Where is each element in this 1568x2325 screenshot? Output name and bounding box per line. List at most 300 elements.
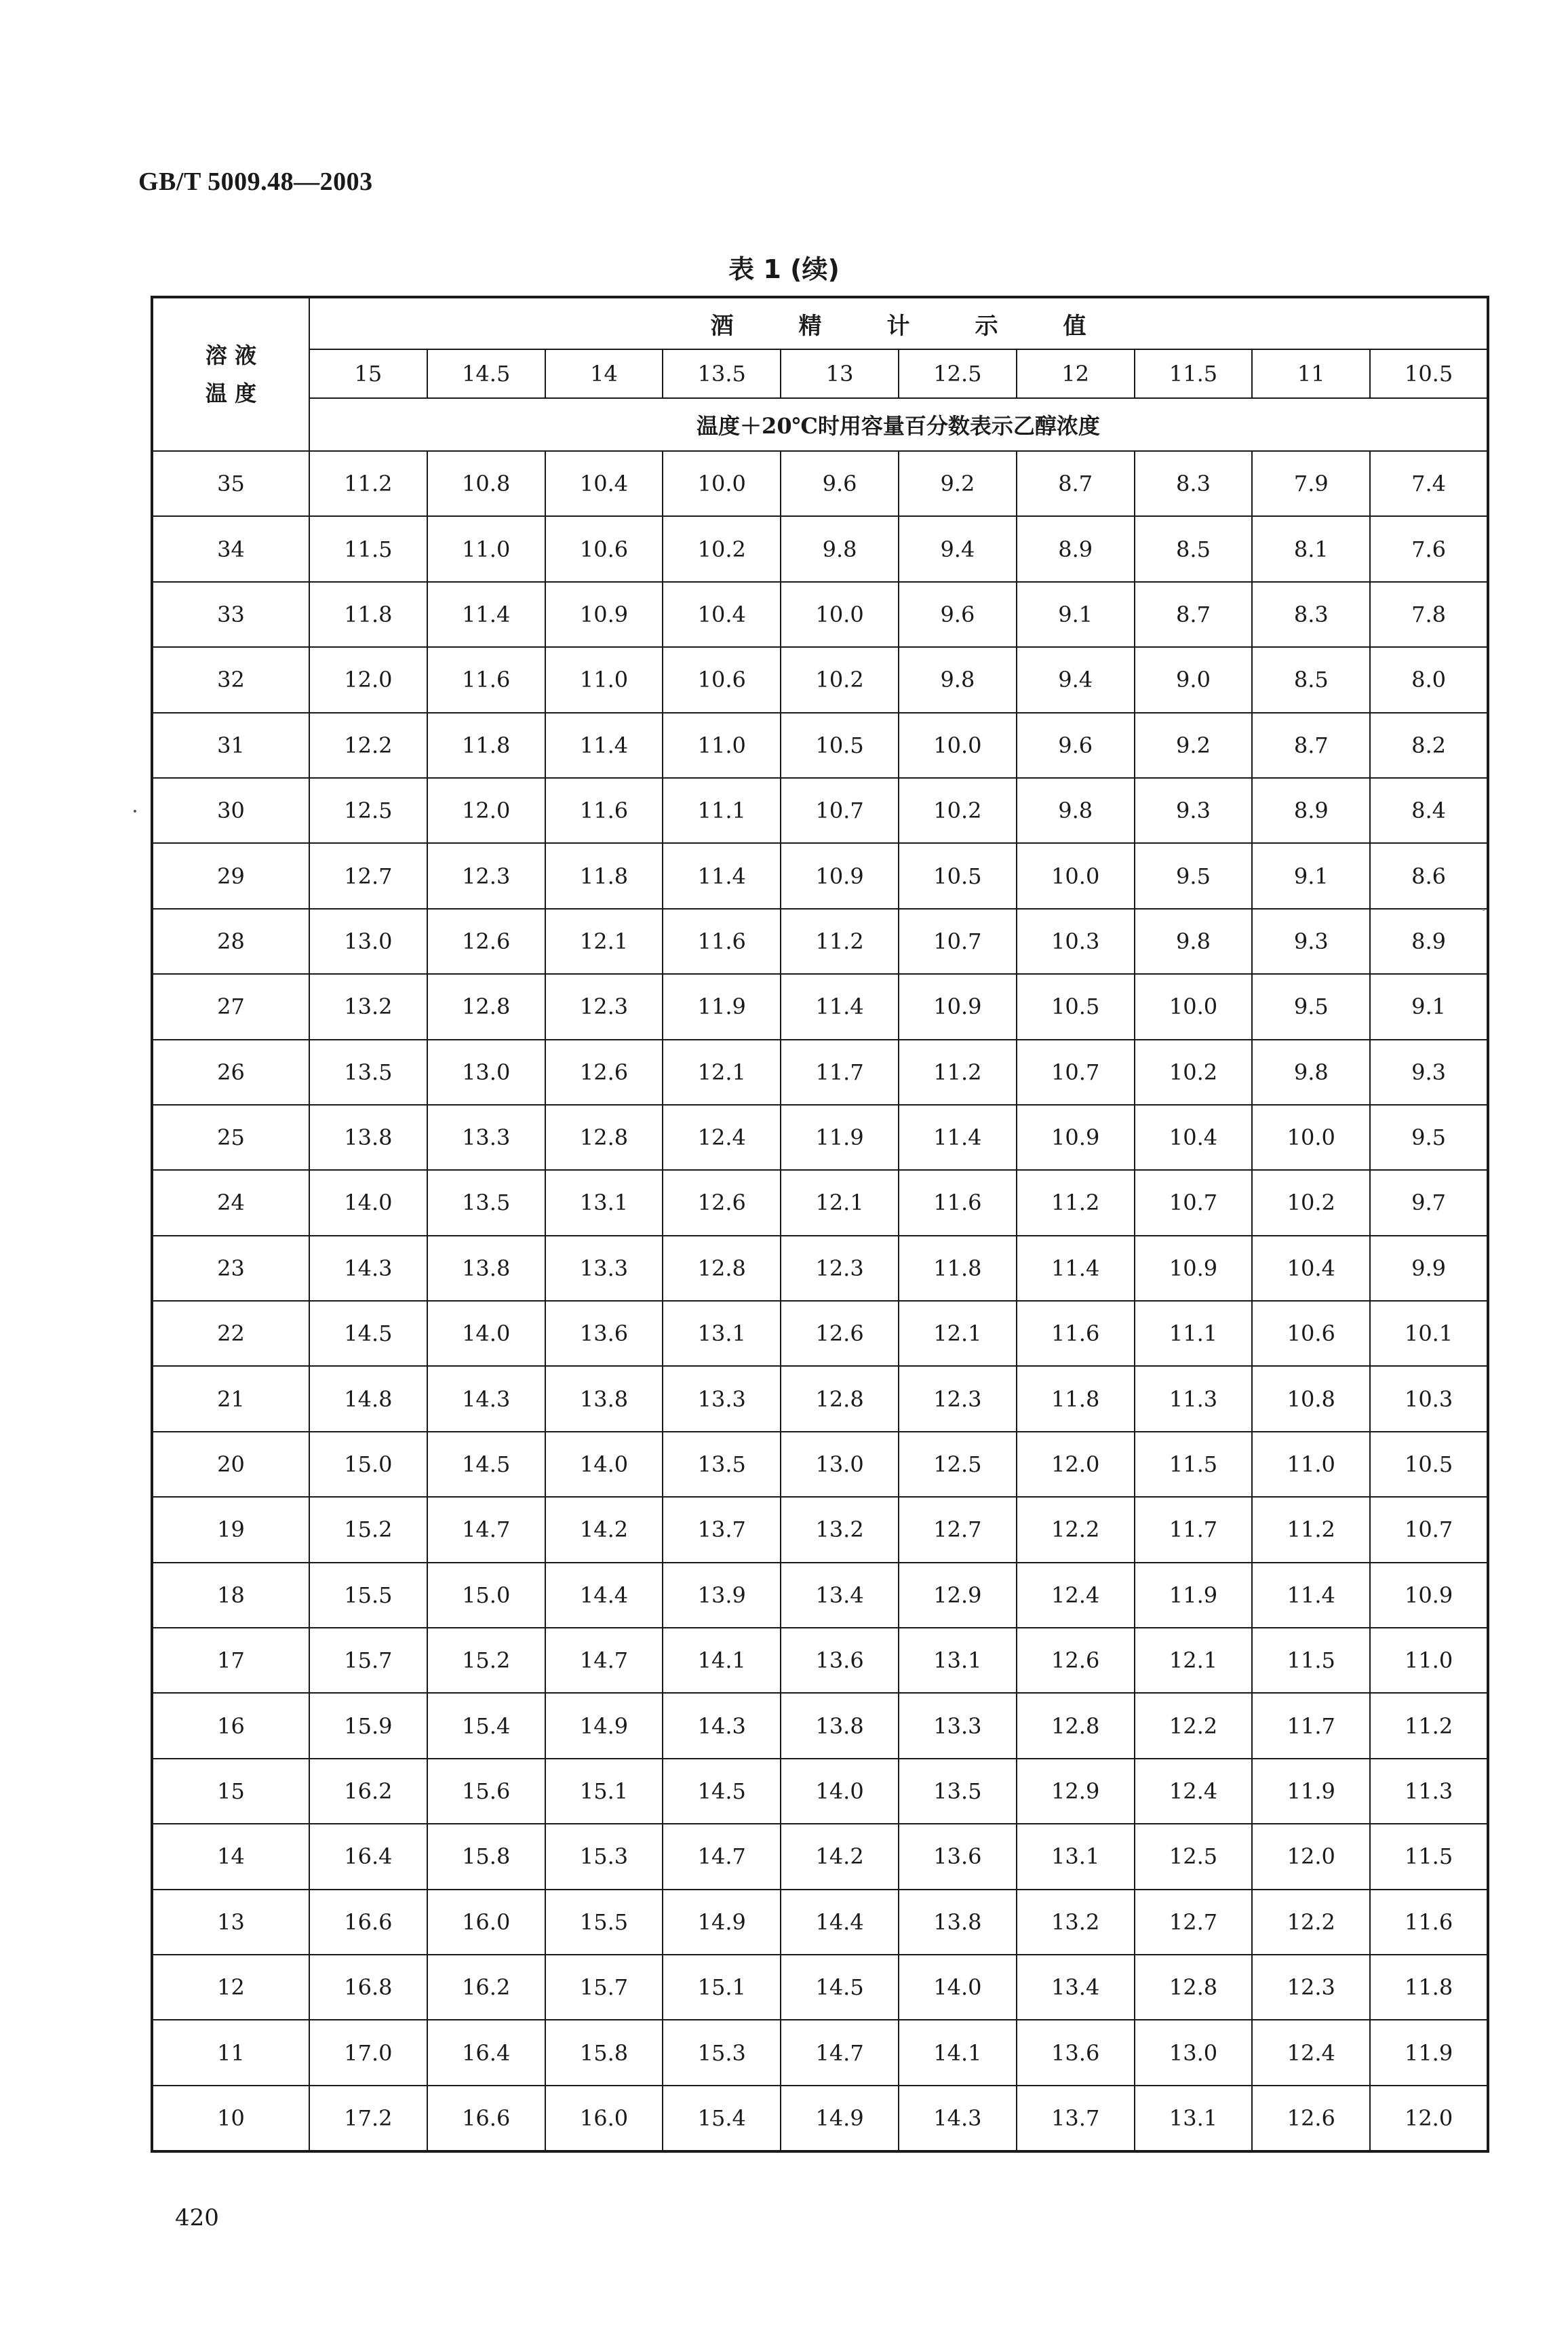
concentration-cell: 12.0 xyxy=(1017,1432,1135,1497)
table-row xyxy=(152,1040,1488,1105)
corner-label-line2: 温 度 xyxy=(205,380,257,406)
table-row xyxy=(152,1105,1488,1170)
concentration-cell: 13.6 xyxy=(1017,2020,1135,2085)
concentration-cell: 16.0 xyxy=(545,2086,663,2151)
concentration-cell: 10.0 xyxy=(899,713,1017,778)
concentration-cell: 11.9 xyxy=(1252,1759,1370,1824)
concentration-cell: 14.8 xyxy=(309,1366,427,1431)
table-row xyxy=(152,1432,1488,1497)
concentration-cell: 11.6 xyxy=(663,909,781,974)
concentration-cell: 15.0 xyxy=(427,1563,545,1628)
concentration-cell: 13.1 xyxy=(1135,2086,1253,2151)
concentration-cell: 10.8 xyxy=(427,451,545,516)
table-row xyxy=(152,1497,1488,1562)
concentration-cell: 10.0 xyxy=(1017,843,1135,908)
concentration-cell: 13.3 xyxy=(427,1105,545,1170)
concentration-cell: 16.2 xyxy=(309,1759,427,1824)
concentration-cell: 8.3 xyxy=(1135,451,1253,516)
concentration-cell: 14.0 xyxy=(427,1301,545,1366)
concentration-cell: 14.5 xyxy=(309,1301,427,1366)
concentration-label: 温度＋20℃时用容量百分数表示乙醇浓度 xyxy=(309,398,1488,451)
concentration-cell: 10.6 xyxy=(545,516,663,581)
table-row xyxy=(152,2086,1488,2151)
concentration-cell: 11.5 xyxy=(1252,1628,1370,1693)
concentration-cell: 14.7 xyxy=(545,1628,663,1693)
concentration-cell: 11.3 xyxy=(1135,1366,1253,1431)
concentration-cell: 8.9 xyxy=(1370,909,1488,974)
concentration-cell: 9.8 xyxy=(1252,1040,1370,1105)
concentration-cell: 13.3 xyxy=(899,1693,1017,1758)
concentration-cell: 10.7 xyxy=(899,909,1017,974)
concentration-cell: 10.9 xyxy=(899,974,1017,1039)
concentration-cell: 14.4 xyxy=(545,1563,663,1628)
concentration-cell: 13.8 xyxy=(545,1366,663,1431)
concentration-cell: 16.2 xyxy=(427,1955,545,2020)
concentration-cell: 10.6 xyxy=(663,647,781,712)
table-row xyxy=(152,1170,1488,1235)
concentration-cell: 11.0 xyxy=(663,713,781,778)
concentration-cell: 8.6 xyxy=(1370,843,1488,908)
concentration-cell: 15.0 xyxy=(309,1432,427,1497)
concentration-cell: 13.6 xyxy=(781,1628,899,1693)
meter-title-char: 示 xyxy=(975,312,998,340)
concentration-cell: 15.4 xyxy=(427,1693,545,1758)
concentration-cell: 13.2 xyxy=(781,1497,899,1562)
concentration-cell: 13.5 xyxy=(663,1432,781,1497)
concentration-cell: 8.3 xyxy=(1252,582,1370,647)
concentration-cell: 12.8 xyxy=(1017,1693,1135,1758)
concentration-cell: 15.5 xyxy=(545,1890,663,1955)
concentration-cell: 13.5 xyxy=(899,1759,1017,1824)
concentration-cell: 8.7 xyxy=(1252,713,1370,778)
concentration-cell: 15.3 xyxy=(545,1824,663,1889)
concentration-cell: 7.9 xyxy=(1252,451,1370,516)
meter-value-header: 14.5 xyxy=(427,349,545,398)
table-row xyxy=(152,2020,1488,2085)
concentration-cell: 11.1 xyxy=(1135,1301,1253,1366)
table-row xyxy=(152,909,1488,974)
concentration-cell: 9.1 xyxy=(1370,974,1488,1039)
concentration-cell: 9.4 xyxy=(899,516,1017,581)
concentration-cell: 14.9 xyxy=(663,1890,781,1955)
concentration-cell: 12.1 xyxy=(899,1301,1017,1366)
concentration-cell: 10.3 xyxy=(1017,909,1135,974)
concentration-cell: 14.7 xyxy=(663,1824,781,1889)
temperature-cell: 12 xyxy=(152,1955,309,2020)
concentration-cell: 11.8 xyxy=(427,713,545,778)
concentration-cell: 12.2 xyxy=(309,713,427,778)
concentration-cell: 9.9 xyxy=(1370,1236,1488,1301)
concentration-cell: 10.2 xyxy=(1252,1170,1370,1235)
temperature-cell: 33 xyxy=(152,582,309,647)
concentration-cell: 7.4 xyxy=(1370,451,1488,516)
concentration-cell: 11.2 xyxy=(1017,1170,1135,1235)
concentration-cell: 14.7 xyxy=(781,2020,899,2085)
concentration-cell: 14.5 xyxy=(663,1759,781,1824)
concentration-cell: 8.2 xyxy=(1370,713,1488,778)
table-row xyxy=(152,1759,1488,1824)
concentration-cell: 14.9 xyxy=(545,1693,663,1758)
temperature-cell: 21 xyxy=(152,1366,309,1431)
concentration-cell: 11.6 xyxy=(899,1170,1017,1235)
concentration-cell: 15.2 xyxy=(427,1628,545,1693)
concentration-cell: 11.5 xyxy=(309,516,427,581)
concentration-cell: 12.0 xyxy=(1370,2086,1488,2151)
temperature-cell: 20 xyxy=(152,1432,309,1497)
concentration-cell: 12.9 xyxy=(1017,1759,1135,1824)
concentration-cell: 11.6 xyxy=(427,647,545,712)
temperature-cell: 10 xyxy=(152,2086,309,2151)
concentration-cell: 13.1 xyxy=(899,1628,1017,1693)
concentration-cell: 11.6 xyxy=(1017,1301,1135,1366)
concentration-cell: 11.1 xyxy=(663,778,781,843)
temperature-cell: 34 xyxy=(152,516,309,581)
concentration-cell: 10.2 xyxy=(781,647,899,712)
standard-code: GB/T 5009.48—2003 xyxy=(138,168,373,196)
concentration-cell: 17.2 xyxy=(309,2086,427,2151)
concentration-cell: 13.2 xyxy=(309,974,427,1039)
concentration-cell: 11.4 xyxy=(781,974,899,1039)
concentration-cell: 12.6 xyxy=(781,1301,899,1366)
concentration-cell: 11.9 xyxy=(1135,1563,1253,1628)
temperature-cell: 32 xyxy=(152,647,309,712)
corner-label-line1: 溶 液 xyxy=(205,343,257,368)
concentration-cell: 11.4 xyxy=(663,843,781,908)
concentration-cell: 9.0 xyxy=(1135,647,1253,712)
concentration-cell: 13.1 xyxy=(1017,1824,1135,1889)
concentration-cell: 11.8 xyxy=(1370,1955,1488,2020)
meter-value-header: 12.5 xyxy=(899,349,1017,398)
concentration-cell: 9.5 xyxy=(1370,1105,1488,1170)
concentration-cell: 9.8 xyxy=(899,647,1017,712)
concentration-cell: 14.3 xyxy=(663,1693,781,1758)
concentration-cell: 10.1 xyxy=(1370,1301,1488,1366)
temperature-cell: 29 xyxy=(152,843,309,908)
concentration-cell: 9.8 xyxy=(1017,778,1135,843)
table-row xyxy=(152,516,1488,581)
meter-value-header: 12 xyxy=(1017,349,1135,398)
concentration-cell: 9.8 xyxy=(1135,909,1253,974)
concentration-cell: 13.5 xyxy=(427,1170,545,1235)
temperature-cell: 35 xyxy=(152,451,309,516)
meter-value-header: 13.5 xyxy=(663,349,781,398)
concentration-cell: 14.3 xyxy=(427,1366,545,1431)
concentration-cell: 12.4 xyxy=(1135,1759,1253,1824)
concentration-cell: 16.4 xyxy=(309,1824,427,1889)
concentration-cell: 10.4 xyxy=(1135,1105,1253,1170)
table-row xyxy=(152,1628,1488,1693)
temperature-cell: 30 xyxy=(152,778,309,843)
concentration-cell: 9.5 xyxy=(1135,843,1253,908)
concentration-cell: 13.8 xyxy=(899,1890,1017,1955)
table-row xyxy=(152,582,1488,647)
concentration-cell: 11.4 xyxy=(1252,1563,1370,1628)
concentration-cell: 13.7 xyxy=(663,1497,781,1562)
concentration-cell: 11.8 xyxy=(1017,1366,1135,1431)
concentration-cell: 11.2 xyxy=(1252,1497,1370,1562)
concentration-cell: 10.7 xyxy=(781,778,899,843)
concentration-cell: 12.1 xyxy=(1135,1628,1253,1693)
concentration-cell: 15.1 xyxy=(663,1955,781,2020)
concentration-cell: 11.2 xyxy=(899,1040,1017,1105)
concentration-cell: 14.9 xyxy=(781,2086,899,2151)
temperature-cell: 18 xyxy=(152,1563,309,1628)
table-row xyxy=(152,1301,1488,1366)
concentration-cell: 14.2 xyxy=(545,1497,663,1562)
concentration-cell: 12.5 xyxy=(309,778,427,843)
concentration-cell: 13.8 xyxy=(427,1236,545,1301)
temperature-cell: 17 xyxy=(152,1628,309,1693)
concentration-cell: 11.8 xyxy=(899,1236,1017,1301)
concentration-cell: 9.2 xyxy=(1135,713,1253,778)
meter-title-char: 计 xyxy=(886,312,910,340)
concentration-cell: 12.5 xyxy=(1135,1824,1253,1889)
concentration-cell: 10.0 xyxy=(663,451,781,516)
meter-value-header: 14 xyxy=(545,349,663,398)
concentration-cell: 14.3 xyxy=(899,2086,1017,2151)
concentration-cell: 12.8 xyxy=(781,1366,899,1431)
concentration-cell: 12.8 xyxy=(427,974,545,1039)
concentration-cell: 11.2 xyxy=(309,451,427,516)
table-row xyxy=(152,974,1488,1039)
concentration-cell: 17.0 xyxy=(309,2020,427,2085)
concentration-cell: 9.2 xyxy=(899,451,1017,516)
concentration-cell: 10.5 xyxy=(781,713,899,778)
concentration-cell: 11.2 xyxy=(781,909,899,974)
concentration-cell: 15.6 xyxy=(427,1759,545,1824)
header-row-meter xyxy=(152,297,1488,349)
temperature-cell: 25 xyxy=(152,1105,309,1170)
concentration-cell: 15.7 xyxy=(309,1628,427,1693)
concentration-cell: 15.4 xyxy=(663,2086,781,2151)
concentration-cell: 13.1 xyxy=(663,1301,781,1366)
meter-title-char: 酒 xyxy=(710,312,734,340)
concentration-cell: 16.8 xyxy=(309,1955,427,2020)
table-body xyxy=(152,297,1488,2151)
concentration-cell: 8.7 xyxy=(1017,451,1135,516)
concentration-cell: 15.1 xyxy=(545,1759,663,1824)
concentration-cell: 11.0 xyxy=(1252,1432,1370,1497)
concentration-cell: 13.8 xyxy=(781,1693,899,1758)
concentration-cell: 13.1 xyxy=(545,1170,663,1235)
concentration-cell: 12.7 xyxy=(1135,1890,1253,1955)
concentration-cell: 12.3 xyxy=(545,974,663,1039)
concentration-cell: 10.5 xyxy=(1017,974,1135,1039)
temperature-cell: 23 xyxy=(152,1236,309,1301)
concentration-cell: 9.6 xyxy=(1017,713,1135,778)
concentration-cell: 12.9 xyxy=(899,1563,1017,1628)
concentration-cell: 16.0 xyxy=(427,1890,545,1955)
concentration-cell: 14.2 xyxy=(781,1824,899,1889)
meter-title-char: 值 xyxy=(1063,312,1086,340)
concentration-cell: 14.0 xyxy=(781,1759,899,1824)
concentration-cell: 12.6 xyxy=(1252,2086,1370,2151)
temperature-cell: 31 xyxy=(152,713,309,778)
meter-value-header: 10.5 xyxy=(1370,349,1488,398)
concentration-cell: 11.8 xyxy=(545,843,663,908)
concentration-cell: 8.0 xyxy=(1370,647,1488,712)
concentration-cell: 12.8 xyxy=(1135,1955,1253,2020)
table-row xyxy=(152,1824,1488,1889)
concentration-cell: 10.4 xyxy=(1252,1236,1370,1301)
corner-header xyxy=(152,297,309,451)
concentration-cell: 12.0 xyxy=(309,647,427,712)
concentration-cell: 12.7 xyxy=(899,1497,1017,1562)
temperature-cell: 26 xyxy=(152,1040,309,1105)
concentration-cell: 13.6 xyxy=(899,1824,1017,1889)
concentration-cell: 12.6 xyxy=(545,1040,663,1105)
concentration-cell: 14.7 xyxy=(427,1497,545,1562)
concentration-cell: 12.4 xyxy=(663,1105,781,1170)
temperature-cell: 24 xyxy=(152,1170,309,1235)
concentration-cell: 8.7 xyxy=(1135,582,1253,647)
concentration-cell: 11.5 xyxy=(1370,1824,1488,1889)
table-row xyxy=(152,778,1488,843)
concentration-cell: 10.5 xyxy=(899,843,1017,908)
concentration-cell: 12.0 xyxy=(1252,1824,1370,1889)
concentration-cell: 11.6 xyxy=(545,778,663,843)
concentration-cell: 10.5 xyxy=(1370,1432,1488,1497)
concentration-cell: 12.0 xyxy=(427,778,545,843)
concentration-cell: 9.6 xyxy=(781,451,899,516)
page-number: 420 xyxy=(175,2204,219,2231)
meter-value-header: 11.5 xyxy=(1135,349,1253,398)
concentration-cell: 13.0 xyxy=(781,1432,899,1497)
concentration-cell: 11.4 xyxy=(545,713,663,778)
scan-speck xyxy=(1483,909,1485,911)
concentration-cell: 13.0 xyxy=(1135,2020,1253,2085)
header-row-concentration xyxy=(152,398,1488,451)
concentration-cell: 8.9 xyxy=(1017,516,1135,581)
temperature-cell: 27 xyxy=(152,974,309,1039)
concentration-cell: 13.4 xyxy=(781,1563,899,1628)
concentration-cell: 12.6 xyxy=(663,1170,781,1235)
table-row xyxy=(152,1563,1488,1628)
temperature-cell: 28 xyxy=(152,909,309,974)
concentration-cell: 11.7 xyxy=(781,1040,899,1105)
concentration-cell: 15.5 xyxy=(309,1563,427,1628)
concentration-cell: 10.0 xyxy=(1252,1105,1370,1170)
concentration-cell: 12.2 xyxy=(1252,1890,1370,1955)
meter-value-header: 11 xyxy=(1252,349,1370,398)
concentration-cell: 12.1 xyxy=(781,1170,899,1235)
concentration-cell: 8.9 xyxy=(1252,778,1370,843)
concentration-cell: 12.3 xyxy=(899,1366,1017,1431)
concentration-cell: 11.4 xyxy=(899,1105,1017,1170)
concentration-cell: 11.5 xyxy=(1135,1432,1253,1497)
concentration-cell: 10.7 xyxy=(1370,1497,1488,1562)
concentration-cell: 11.0 xyxy=(545,647,663,712)
temperature-cell: 22 xyxy=(152,1301,309,1366)
temperature-cell: 15 xyxy=(152,1759,309,1824)
concentration-cell: 11.0 xyxy=(1370,1628,1488,1693)
concentration-cell: 10.9 xyxy=(1370,1563,1488,1628)
temperature-cell: 14 xyxy=(152,1824,309,1889)
concentration-cell: 15.8 xyxy=(427,1824,545,1889)
concentration-cell: 10.0 xyxy=(781,582,899,647)
concentration-cell: 10.2 xyxy=(1135,1040,1253,1105)
concentration-cell: 14.1 xyxy=(899,2020,1017,2085)
concentration-cell: 14.0 xyxy=(545,1432,663,1497)
concentration-cell: 10.3 xyxy=(1370,1366,1488,1431)
table-row xyxy=(152,1955,1488,2020)
concentration-cell: 10.7 xyxy=(1135,1170,1253,1235)
concentration-cell: 10.2 xyxy=(663,516,781,581)
concentration-cell: 14.5 xyxy=(781,1955,899,2020)
table-row xyxy=(152,1366,1488,1431)
header-row-values xyxy=(152,349,1488,398)
meter-title-char: 精 xyxy=(798,312,822,340)
table-row xyxy=(152,647,1488,712)
concentration-cell: 10.7 xyxy=(1017,1040,1135,1105)
concentration-cell: 11.4 xyxy=(427,582,545,647)
alcohol-correction-table xyxy=(151,296,1489,2153)
concentration-cell: 11.7 xyxy=(1135,1497,1253,1562)
concentration-cell: 14.3 xyxy=(309,1236,427,1301)
table-row xyxy=(152,843,1488,908)
concentration-cell: 16.6 xyxy=(427,2086,545,2151)
concentration-cell: 12.4 xyxy=(1017,1563,1135,1628)
concentration-cell: 14.5 xyxy=(427,1432,545,1497)
concentration-cell: 10.0 xyxy=(1135,974,1253,1039)
concentration-cell: 7.6 xyxy=(1370,516,1488,581)
concentration-cell: 12.2 xyxy=(1017,1497,1135,1562)
concentration-cell: 9.5 xyxy=(1252,974,1370,1039)
concentration-cell: 10.9 xyxy=(545,582,663,647)
concentration-cell: 10.4 xyxy=(545,451,663,516)
concentration-cell: 11.4 xyxy=(1017,1236,1135,1301)
concentration-cell: 9.3 xyxy=(1135,778,1253,843)
table-row xyxy=(152,713,1488,778)
concentration-cell: 10.2 xyxy=(899,778,1017,843)
concentration-cell: 14.0 xyxy=(899,1955,1017,2020)
concentration-cell: 13.5 xyxy=(309,1040,427,1105)
concentration-cell: 12.5 xyxy=(899,1432,1017,1497)
table-row xyxy=(152,451,1488,516)
concentration-cell: 13.4 xyxy=(1017,1955,1135,2020)
concentration-cell: 13.6 xyxy=(545,1301,663,1366)
concentration-cell: 13.0 xyxy=(427,1040,545,1105)
meter-title xyxy=(309,297,1488,349)
concentration-cell: 11.0 xyxy=(427,516,545,581)
concentration-cell: 9.8 xyxy=(781,516,899,581)
concentration-cell: 11.7 xyxy=(1252,1693,1370,1758)
concentration-cell: 16.6 xyxy=(309,1890,427,1955)
concentration-cell: 12.7 xyxy=(309,843,427,908)
temperature-cell: 11 xyxy=(152,2020,309,2085)
table-row xyxy=(152,1693,1488,1758)
concentration-cell: 8.4 xyxy=(1370,778,1488,843)
concentration-cell: 11.9 xyxy=(663,974,781,1039)
concentration-cell: 12.3 xyxy=(781,1236,899,1301)
concentration-cell: 11.2 xyxy=(1370,1693,1488,1758)
concentration-cell: 8.1 xyxy=(1252,516,1370,581)
concentration-cell: 15.3 xyxy=(663,2020,781,2085)
concentration-cell: 13.7 xyxy=(1017,2086,1135,2151)
concentration-cell: 13.8 xyxy=(309,1105,427,1170)
concentration-cell: 14.1 xyxy=(663,1628,781,1693)
concentration-cell: 8.5 xyxy=(1252,647,1370,712)
concentration-cell: 15.8 xyxy=(545,2020,663,2085)
concentration-cell: 12.4 xyxy=(1252,2020,1370,2085)
temperature-cell: 19 xyxy=(152,1497,309,1562)
concentration-cell: 10.9 xyxy=(1017,1105,1135,1170)
table-row xyxy=(152,1890,1488,1955)
temperature-cell: 13 xyxy=(152,1890,309,1955)
concentration-cell: 12.3 xyxy=(427,843,545,908)
concentration-cell: 12.8 xyxy=(663,1236,781,1301)
concentration-cell: 15.2 xyxy=(309,1497,427,1562)
